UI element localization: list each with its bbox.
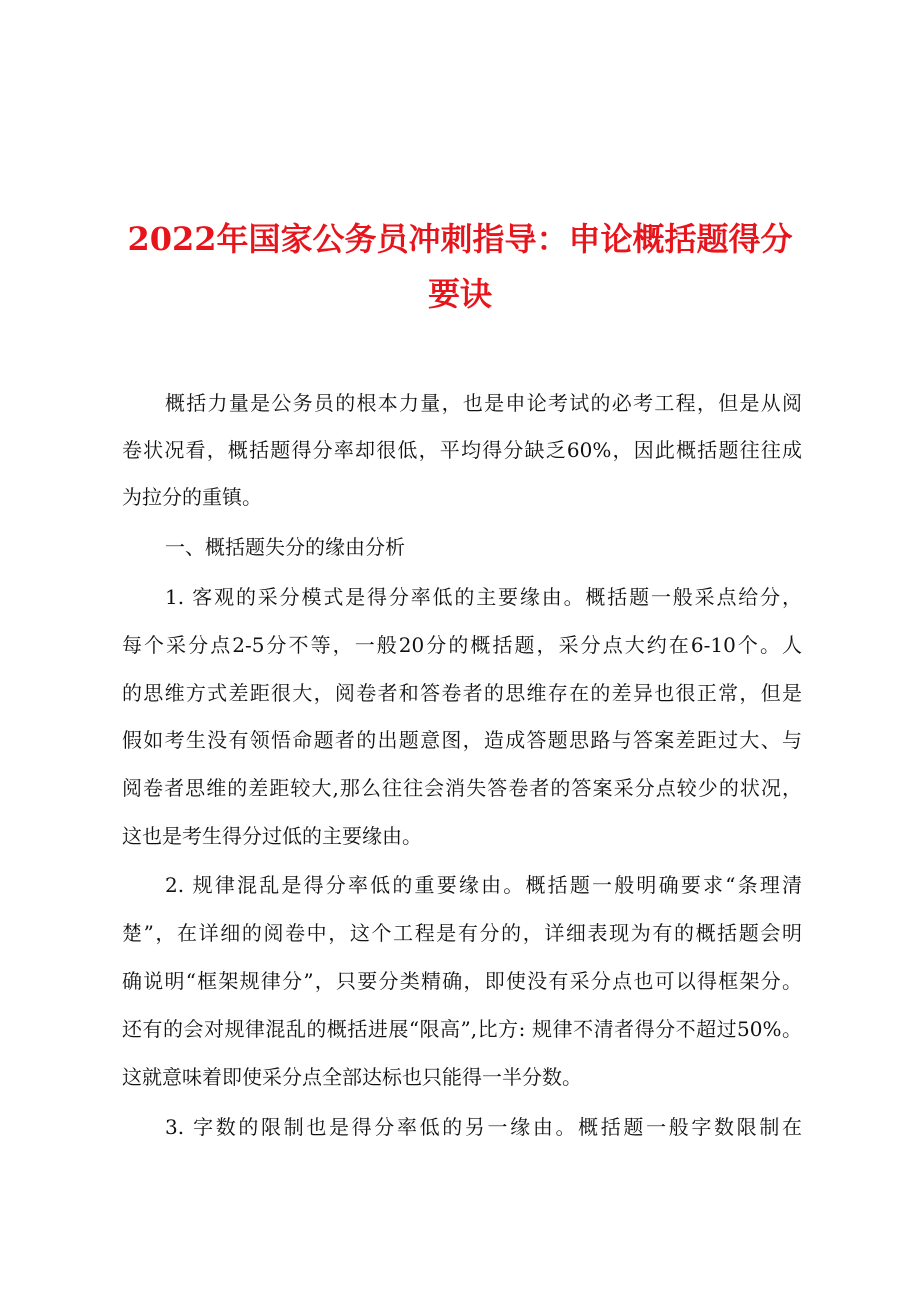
text-line: 这也是考生得分过低的主要缘由。 <box>122 824 422 848</box>
text-line: 确说明“框架规律分”，只要分类精确，即使没有采分点也可以得框架分。 <box>122 969 802 993</box>
text-line: 的思维方式差距很大，阅卷者和答卷者的思维存在的差异也很正常，但是 <box>122 681 802 705</box>
text-line: 概括力量是公务员的根本力量，也是申论考试的必考工程，但是从阅 <box>165 391 802 415</box>
text-line: 3. 字数的限制也是得分率低的另一缘由。概括题一般字数限制在 <box>165 1115 802 1139</box>
document-title-line-2: 要诀 <box>427 275 492 314</box>
text-line: 楚”，在详细的阅卷中，这个工程是有分的，详细表现为有的概括题会明 <box>122 921 802 945</box>
text-line: 一、概括题失分的缘由分析 <box>165 535 405 559</box>
text-line: 2. 规律混乱是得分率低的重要缘由。概括题一般明确要求“条理清 <box>165 873 802 897</box>
text-line: 假如考生没有领悟命题者的出题意图，造成答题思路与答案差距过大、与 <box>122 728 802 752</box>
text-line: 1. 客观的采分模式是得分率低的主要缘由。概括题一般采点给分， <box>165 585 802 609</box>
text-line: 卷状况看，概括题得分率却很低，平均得分缺乏60%，因此概括题往往成 <box>122 438 802 462</box>
text-line: 还有的会对规律混乱的概括进展“限高”,比方: 规律不清者得分不超过50%。 <box>122 1017 802 1041</box>
text-line: 阅卷者思维的差距较大,那么往往会消失答卷者的答案采分点较少的状况， <box>122 776 802 800</box>
document-title-line-1: 2022年国家公务员冲刺指导：申论概括题得分 <box>127 220 793 259</box>
text-line: 为拉分的重镇。 <box>122 485 262 509</box>
text-line: 这就意味着即使采分点全部达标也只能得一半分数。 <box>122 1065 582 1089</box>
text-line: 每个采分点2-5分不等，一般20分的概括题，采分点大约在6-10个。人 <box>122 633 802 657</box>
